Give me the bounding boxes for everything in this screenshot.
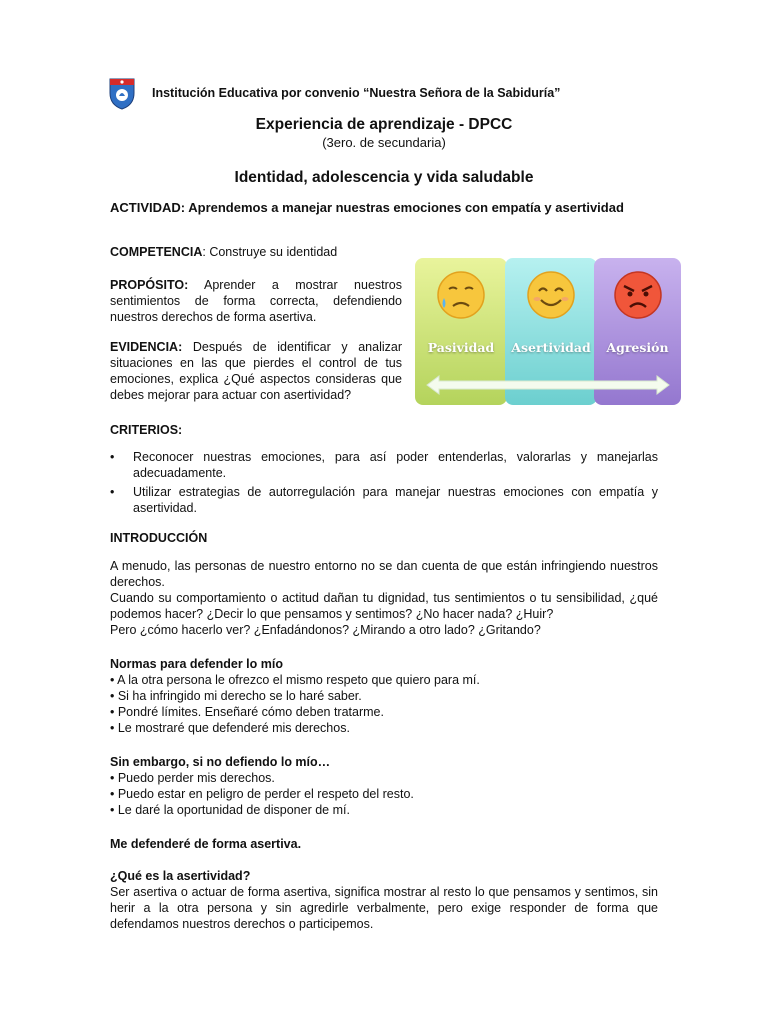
institution-name: Institución Educativa por convenio “Nuestra Señora de la Sabiduría” <box>152 86 561 100</box>
agresion-label: Agresión <box>606 340 669 355</box>
intro-paragraph-2: Cuando su comportamiento o actitud dañan tu dignidad, tus sentimientos o tu sensibilidad, ¿qué podemos hacer? ¿Decir lo que pensamos y sentimos? ¿No hacer nada? ¿Huir? <box>110 591 658 621</box>
introduccion-heading: INTRODUCCIÓN <box>110 531 208 545</box>
list-item: • Le mostraré que defenderé mis derechos. <box>110 721 350 735</box>
school-crest-icon <box>108 76 136 110</box>
criterios-list <box>110 449 658 519</box>
evidencia-text: Después de identificar y analizar situaciones en las que pierdes el control de tus emociones, explica ¿Qué aspectos consideras que debes mejorar para actuar con asertividad? <box>110 340 402 402</box>
list-item: • Utilizar estrategias de autorregulación para manejar nuestras emociones con empatía y asertividad. <box>110 484 658 516</box>
list-item: • Puedo perder mis derechos. <box>110 771 275 785</box>
sad-face-icon <box>434 268 488 322</box>
list-item: • Le daré la oportunidad de disponer de mí. <box>110 803 350 817</box>
evidencia-label: EVIDENCIA: <box>110 340 183 354</box>
asertividad-text: Ser asertiva o actuar de forma asertiva, significa mostrar al resto lo que pensamos y sentimos, sin herir a la otra persona y sin agredirle verbalmente, pero exige responder de forma que defendamos nuestros derechos o participemos. <box>110 885 658 931</box>
proposito-text: Aprender a mostrar nuestros sentimientos de forma correcta, defendiendo nuestros derechos de forma asertiva. <box>110 278 402 324</box>
theme-heading: Identidad, adolescencia y vida saludable <box>234 169 534 186</box>
competencia-text: : Construye su identidad <box>202 245 338 259</box>
pasividad-label: Pasividad <box>427 340 495 355</box>
asertividad-heading: ¿Qué es la asertividad? <box>110 869 251 883</box>
asertividad-section <box>110 868 658 932</box>
normas-section <box>110 656 480 736</box>
list-item: • Reconocer nuestras emociones, para así poder entenderlas, valorarlas y manejarlas adecuadamente. <box>110 449 658 481</box>
intro-paragraph-1: A menudo, las personas de nuestro entorno no se dan cuenta de que están infringiendo nuestros derechos. <box>110 559 658 589</box>
intro-paragraph-3: Pero ¿cómo hacerlo ver? ¿Enfadándonos? ¿Mirando a otro lado? ¿Gritando? <box>110 623 541 637</box>
grade-subtitle: (3ero. de secundaria) <box>322 135 446 150</box>
proposito-label: PROPÓSITO: <box>110 278 189 292</box>
angry-face-icon <box>611 268 665 322</box>
list-item: • Puedo estar en peligro de perder el respeto del resto. <box>110 787 414 801</box>
list-item: • Si ha infringido mi derecho se lo haré saber. <box>110 689 362 703</box>
sin-embargo-heading: Sin embargo, si no defiendo lo mío… <box>110 755 331 769</box>
smiling-face-icon <box>524 268 578 322</box>
asertividad-label: Asertividad <box>511 340 591 355</box>
competencia-line <box>110 244 402 260</box>
emotion-spectrum-graphic <box>415 258 681 405</box>
sin-embargo-section <box>110 754 414 818</box>
criterios-heading: CRITERIOS: <box>110 423 183 437</box>
competencia-label: COMPETENCIA <box>110 245 203 259</box>
introduccion-body <box>110 558 658 638</box>
list-item: • Pondré límites. Enseñaré cómo deben tratarme. <box>110 705 384 719</box>
activity-heading: ACTIVIDAD: Aprendemos a manejar nuestras emociones con empatía y asertividad <box>110 200 624 215</box>
defendere-heading: Me defenderé de forma asertiva. <box>110 837 302 851</box>
document-title: Experiencia de aprendizaje - DPCC <box>255 116 513 133</box>
double-arrow-icon <box>425 374 671 396</box>
evidencia-paragraph <box>110 339 402 403</box>
proposito-paragraph <box>110 277 402 325</box>
list-item: • A la otra persona le ofrezco el mismo respeto que quiero para mí. <box>110 673 480 687</box>
normas-heading: Normas para defender lo mío <box>110 657 283 671</box>
